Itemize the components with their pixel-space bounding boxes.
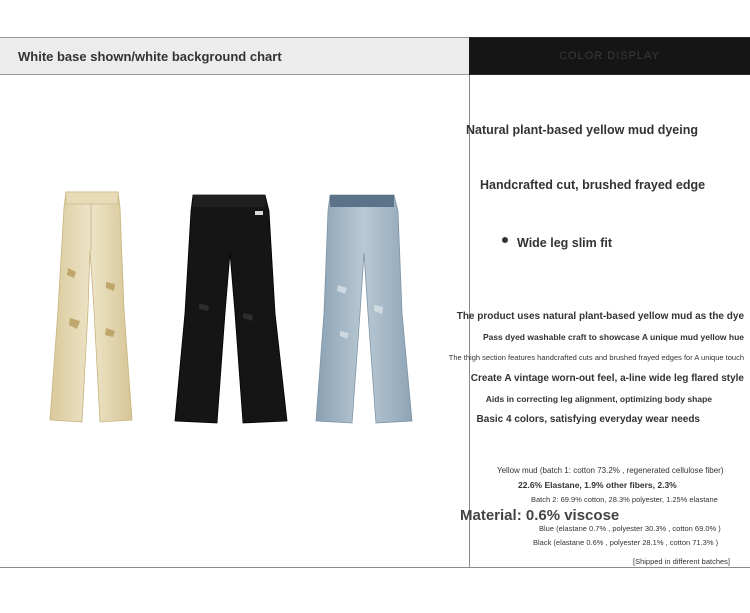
header-left-title: White base shown/white background chart [18, 49, 282, 64]
black-jeans-image [173, 193, 289, 425]
feature-natural-dyeing: Natural plant-based yellow mud dyeing [466, 123, 698, 137]
material-batch2: Batch 2: 69.9% cotton, 28.3% polyester, 1.25% elastane [531, 495, 718, 504]
blue-jeans-image [314, 193, 414, 425]
bullet-icon [502, 237, 508, 243]
material-heading: Material: 0.6% viscose [460, 507, 620, 524]
description-line: The product uses natural plant-based yellow mud as the dye [456, 311, 744, 322]
header-right-bar [469, 37, 750, 75]
material-yellow-batch1-cont: 22.6% Elastane, 1.9% other fibers, 2.3% [518, 480, 677, 490]
header-right-title: COLOR DISPLAY [559, 50, 660, 62]
feature-handcrafted-cut: Handcrafted cut, brushed frayed edge [480, 178, 706, 192]
description-line: Aids in correcting leg alignment, optimizing body shape [485, 394, 712, 404]
description-line: Basic 4 colors, satisfying everyday wear needs [476, 414, 700, 425]
material-yellow-batch1: Yellow mud (batch 1: cotton 73.2% , regenerated cellulose fiber) [497, 466, 724, 475]
feature-wide-leg: Wide leg slim fit [517, 236, 613, 250]
description-line: The thigh section features handcrafted cuts and brushed frayed edges for A unique touch [448, 353, 744, 362]
shipping-note: [Shipped in different batches] [633, 557, 731, 566]
material-blue: Blue (elastane 0.7% , polyester 30.3% , cotton 69.0% ) [539, 524, 721, 533]
material-black: Black (elastane 0.6% , polyester 28.1% , cotton 71.3% ) [533, 538, 719, 547]
description-line: Pass dyed washable craft to showcase A unique mud yellow hue [482, 332, 744, 342]
yellow-mud-jeans-image [48, 190, 134, 424]
bottom-divider [0, 567, 750, 568]
header-left-bar [0, 37, 469, 75]
description-line: Create A vintage worn-out feel, a-line wide leg flared style [470, 373, 744, 384]
